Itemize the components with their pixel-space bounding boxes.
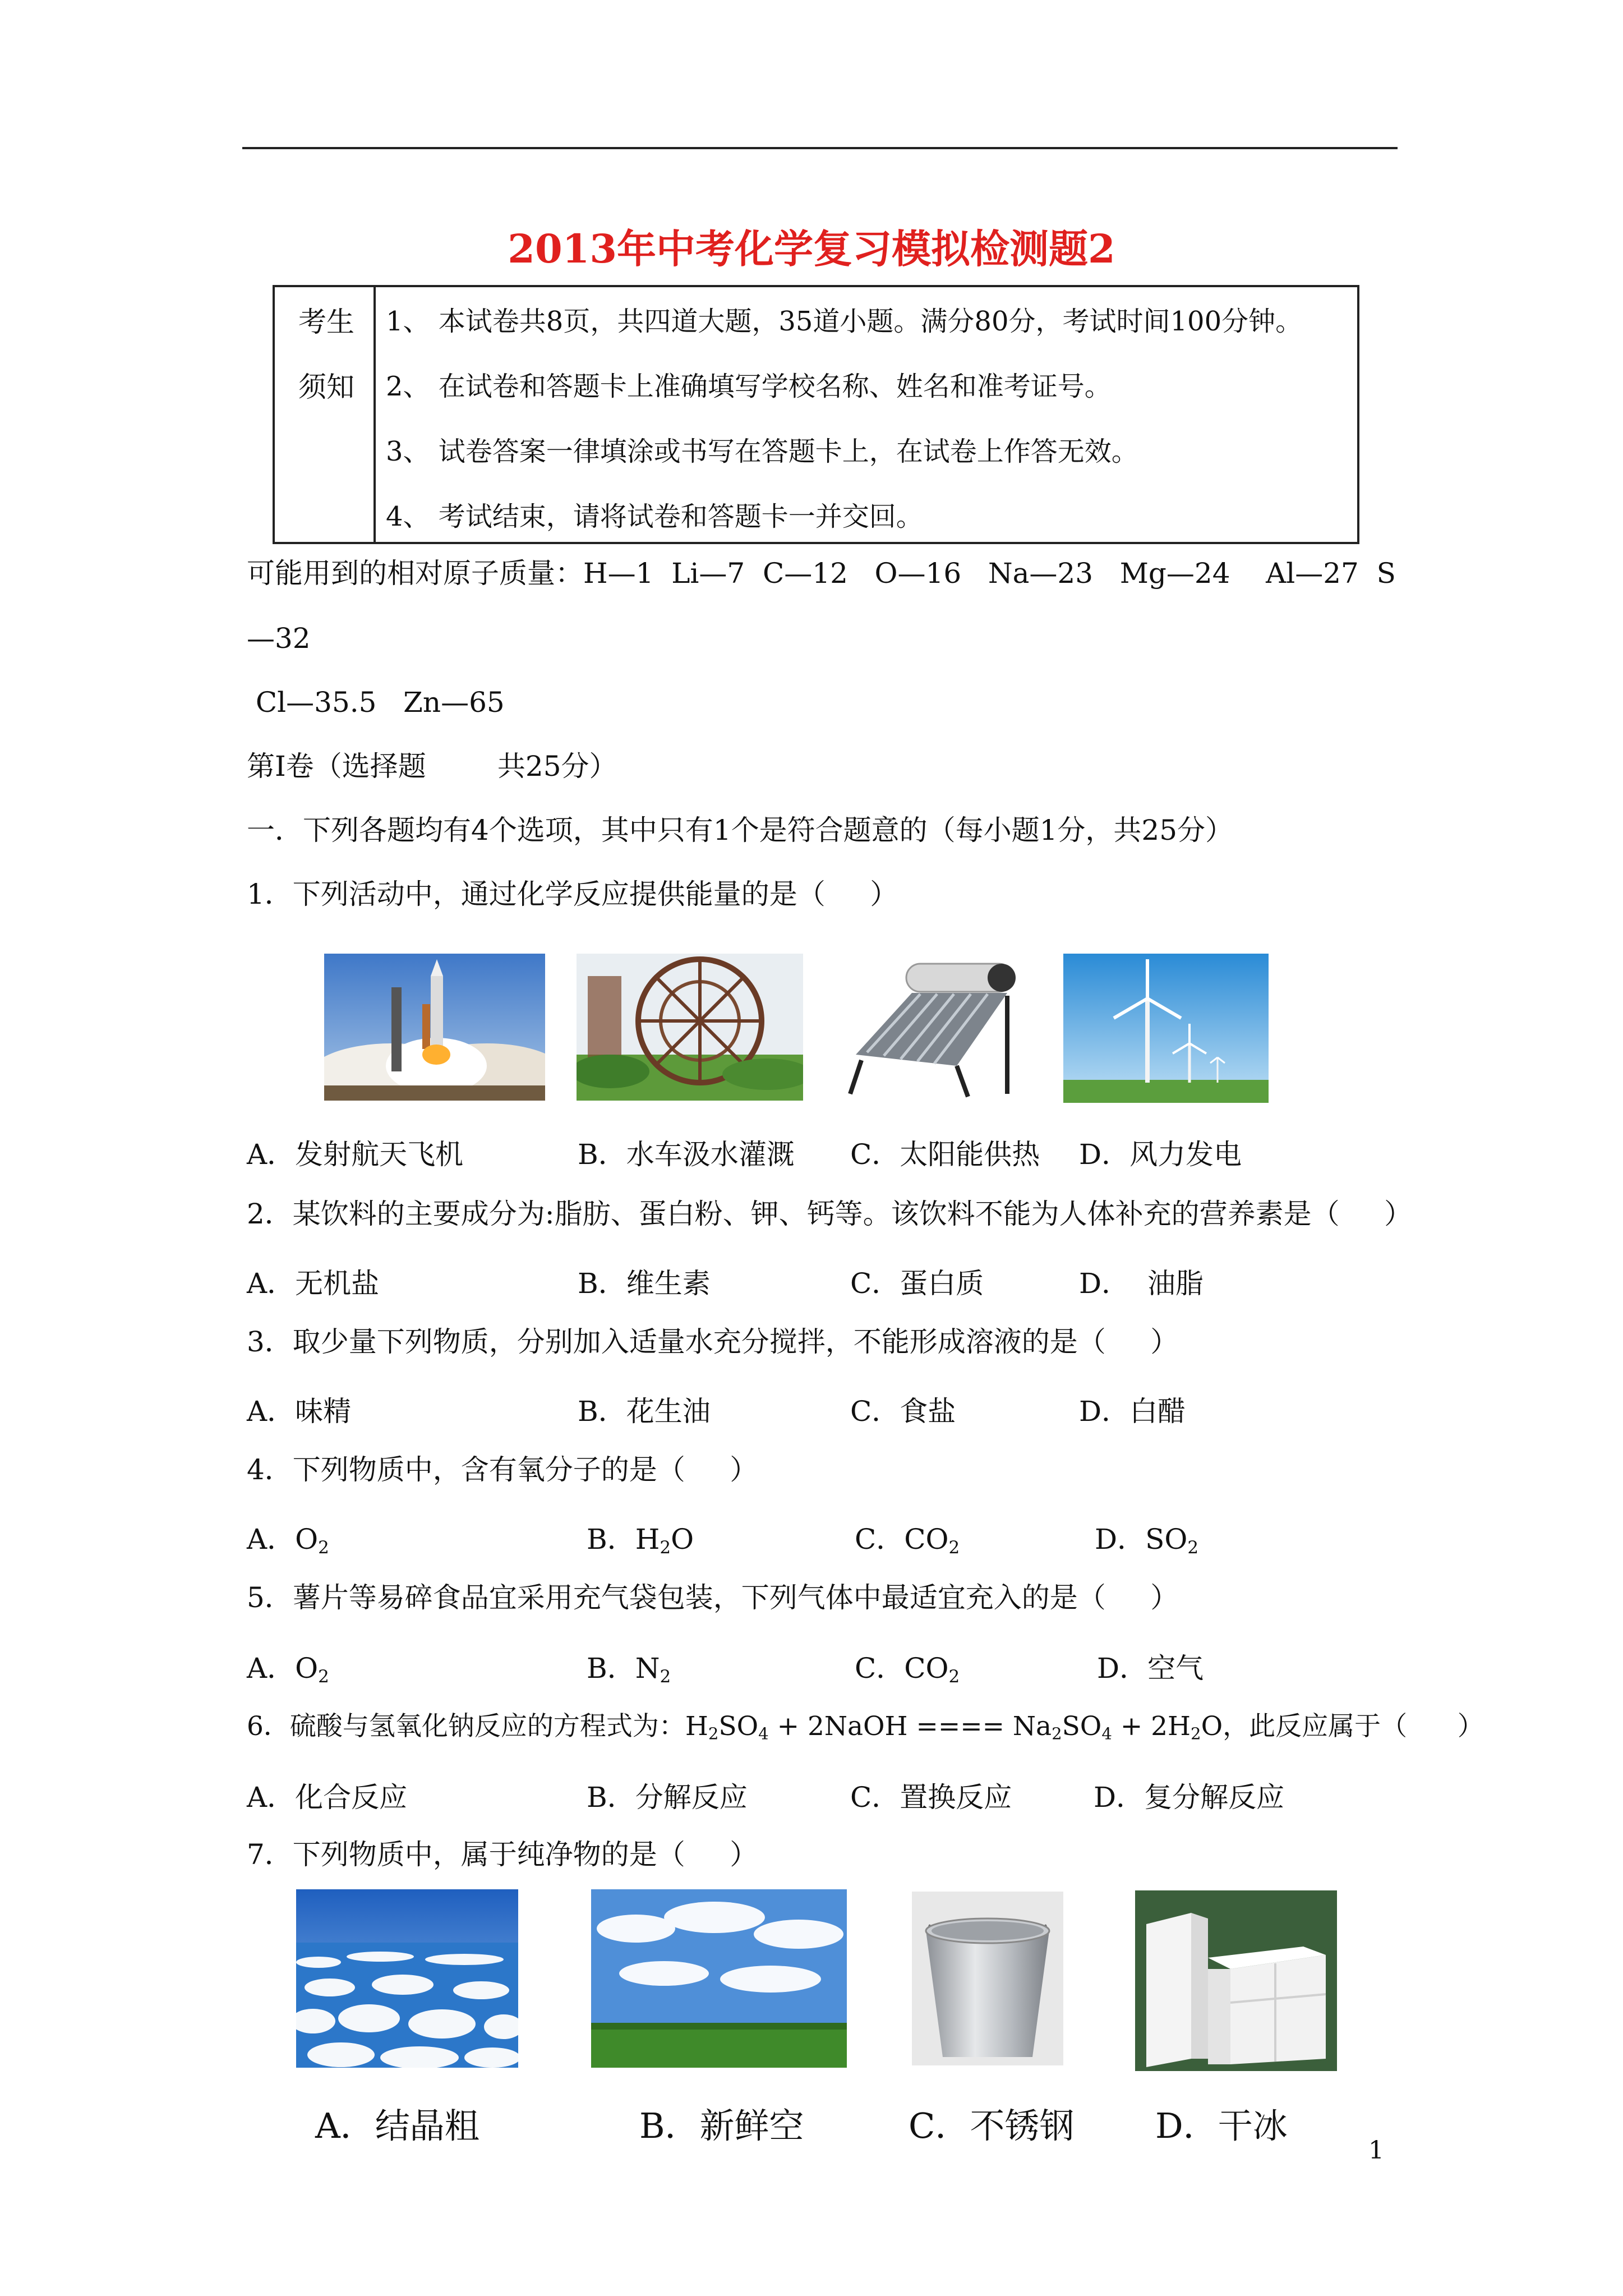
header-rule [242, 147, 1398, 149]
question-3-stem: 3．取少量下列物质，分别加入适量水充分搅拌，不能形成溶液的是（ ） [247, 1326, 1179, 1358]
q4-option-c: C．$CO_2$ [855, 1523, 960, 1558]
q5-option-b: B．$N_2$ [587, 1652, 671, 1687]
q4-option-a: A．$O_2$ [247, 1523, 329, 1558]
notice-item: 2、 在试卷和答题卡上准确填写学校名称、姓名和准考证号。 [386, 371, 1112, 402]
question-4-stem: 4．下列物质中，含有氧分子的是（ ） [247, 1453, 758, 1486]
q6-option-c: C．置换反应 [850, 1781, 1012, 1814]
question-2-stem: 2．某饮料的主要成分为:脂肪、蛋白粉、钾、钙等。该饮料不能为人体补充的营养素是（ ） [247, 1198, 1413, 1230]
q5-option-c: C．$CO_2$ [855, 1652, 960, 1687]
q6-option-a: A．化合反应 [247, 1781, 408, 1814]
q4-option-d: D．$SO_2$ [1095, 1523, 1199, 1558]
question-7-stem: 7．下列物质中，属于纯净物的是（ ） [247, 1838, 758, 1871]
q2-option-b: B．维生素 [578, 1267, 711, 1300]
wind-turbines-image [1063, 954, 1269, 1103]
question-1-stem: 1．下列活动中，通过化学反应提供能量的是（ ） [247, 878, 898, 910]
question-6-stem: 6．硫酸与氢氧化钠反应的方程式为：$H_2SO_4$ + 2NaOH ==== $Na_2SO_4 + 2H_2O$，此反应属于（ ） [247, 1711, 1484, 1743]
stainless-steel-bucket-image [912, 1892, 1063, 2065]
q3-option-a: A．味精 [247, 1395, 352, 1428]
question-5-stem: 5．薯片等易碎食品宜采用充气袋包装，下列气体中最适宜充入的是（ ） [247, 1581, 1179, 1614]
section-part-heading: 第Ⅰ卷（选择题 共25分） [247, 750, 617, 783]
q3-option-b: B．花生油 [578, 1395, 711, 1428]
q2-option-d: D． 油脂 [1079, 1267, 1204, 1300]
q3-option-c: C．食盐 [850, 1395, 956, 1428]
salt-crystals-image [296, 1889, 518, 2068]
page-title: 2013年中考化学复习模拟检测题2 [508, 226, 1115, 272]
notice-head-1: 考生 [298, 306, 354, 338]
q5-option-a: A．$O_2$ [247, 1652, 329, 1687]
notice-item: 4、 考试结束，请将试卷和答题卡一并交回。 [386, 501, 923, 532]
q7-option-b: B．新鲜空 [639, 2105, 804, 2146]
q7-option-a: A．结晶粗 [315, 2105, 479, 2146]
atomic-masses-line1: 可能用到的相对原子质量：H—1 Li—7 C—12 O—16 Na—23 Mg—24 Al—27 S [247, 557, 1396, 590]
q1-option-b: B．水车汲水灌溉 [578, 1138, 795, 1171]
blue-sky-field-image [591, 1889, 847, 2068]
q4-option-b: B．$H_2O$ [587, 1523, 694, 1558]
solar-water-heater-image [839, 954, 1022, 1101]
table-divider [374, 287, 376, 542]
space-shuttle-launch-image [324, 954, 545, 1101]
page-number: 1 [1368, 2136, 1384, 2165]
q2-option-a: A．无机盐 [247, 1267, 380, 1300]
atomic-masses-line3: Cl—35.5 Zn—65 [247, 686, 505, 719]
q1-option-d: D．风力发电 [1079, 1138, 1242, 1171]
q6-option-b: B．分解反应 [587, 1781, 748, 1814]
q7-option-c: C．不锈钢 [909, 2105, 1075, 2146]
dry-ice-blocks-image [1135, 1890, 1337, 2071]
q7-option-d: D．干冰 [1155, 2105, 1288, 2146]
notice-item: 1、 本试卷共8页，共四道大题，35道小题。满分80分，考试时间100分钟。 [386, 306, 1303, 337]
exam-notice-table [273, 285, 1359, 544]
atomic-masses-line2: —32 [247, 622, 311, 655]
notice-item: 3、 试卷答案一律填涂或书写在答题卡上，在试卷上作答无效。 [386, 436, 1138, 467]
water-wheel-image [577, 954, 803, 1101]
section-instruction: 一．下列各题均有4个选项，其中只有1个是符合题意的（每小题1分，共25分） [247, 814, 1234, 846]
q1-option-a: A．发射航天飞机 [247, 1138, 464, 1171]
q3-option-d: D．白醋 [1079, 1395, 1186, 1428]
q5-option-d: D．空气 [1097, 1652, 1204, 1685]
q1-option-c: C．太阳能供热 [850, 1138, 1040, 1171]
q6-option-d: D．复分解反应 [1094, 1781, 1285, 1814]
notice-head-2: 须知 [298, 371, 354, 403]
q2-option-c: C．蛋白质 [850, 1267, 984, 1300]
